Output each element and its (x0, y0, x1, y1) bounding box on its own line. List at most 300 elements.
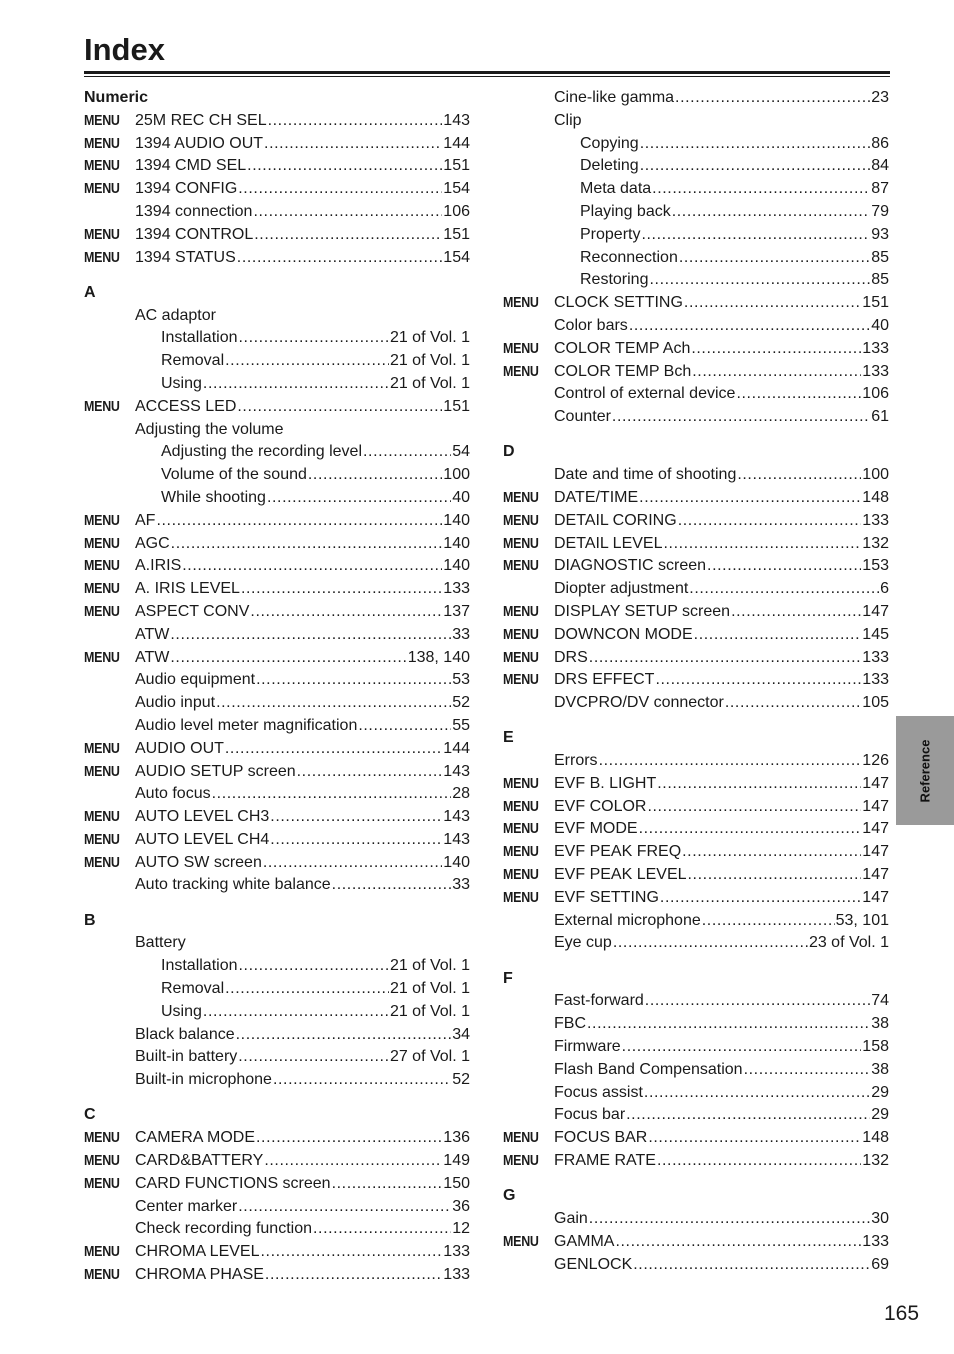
index-entry (503, 887, 889, 910)
entry-line (135, 1241, 470, 1264)
dot-leader (238, 1046, 389, 1069)
entry-line (135, 247, 470, 270)
entry-page-ref: 74 (871, 992, 889, 1010)
entry-line (135, 510, 470, 533)
index-entry (503, 1150, 889, 1173)
entry-line (554, 533, 889, 556)
dot-leader (203, 373, 389, 396)
menu-tag: MENU (84, 158, 120, 175)
menu-tag: MENU (503, 867, 539, 884)
menu-tag: MENU (84, 831, 120, 848)
index-entry (84, 350, 470, 373)
menu-tag: MENU (503, 626, 539, 643)
index-entry (503, 338, 889, 361)
dot-leader (679, 247, 870, 270)
side-tab-label: Reference (917, 739, 933, 802)
entry-line (580, 247, 889, 270)
dot-leader (265, 1264, 442, 1287)
index-entry (84, 1173, 470, 1196)
entry-line (135, 783, 470, 806)
dot-leader (640, 133, 871, 156)
dot-leader (182, 555, 442, 578)
entry-term: EVF B. LIGHT (554, 774, 657, 792)
entry-page-ref: 21 of Vol. 1 (389, 980, 470, 998)
entry-term: AC adaptor (135, 306, 216, 324)
entry-line (554, 1013, 889, 1036)
entry-term: 1394 AUDIO OUT (135, 134, 264, 152)
entry-line (135, 555, 470, 578)
index-entry (84, 178, 470, 201)
dot-leader (629, 315, 870, 338)
menu-tag: MENU (84, 1267, 120, 1284)
entry-line (135, 396, 470, 419)
entry-term: Removal (161, 980, 225, 998)
index-entry (84, 829, 470, 852)
index-entry (84, 1127, 470, 1150)
entry-page-ref: 133 (862, 671, 889, 689)
dot-leader (170, 624, 451, 647)
entry-term: DIAGNOSTIC screen (554, 557, 707, 575)
index-entry (503, 601, 889, 624)
entry-line (554, 555, 889, 578)
entry-term: Flash Band Compensation (554, 1060, 743, 1078)
entry-page-ref: 54 (452, 443, 470, 461)
entry-line (554, 624, 889, 647)
section-gap (84, 897, 470, 909)
index-entry (84, 932, 470, 955)
entry-page-ref: 23 (871, 89, 889, 106)
entry-line (554, 338, 889, 361)
entry-term: 1394 connection (135, 202, 253, 220)
entry-term: DVCPRO/DV connector (554, 694, 724, 712)
entry-term: A. IRIS LEVEL (135, 580, 240, 598)
entry-page-ref: 21 of Vol. 1 (389, 1002, 470, 1020)
index-entry (503, 647, 889, 670)
section-heading: D (503, 443, 515, 461)
dot-leader (260, 1241, 442, 1264)
title-rule-thick (84, 71, 890, 74)
entry-term: Adjusting the recording level (161, 443, 363, 461)
entry-term: Gain (554, 1210, 588, 1228)
entry-page-ref: 29 (871, 1083, 889, 1101)
entry-line (554, 1208, 889, 1231)
entry-term: Installation (161, 957, 238, 975)
dot-leader (267, 487, 451, 510)
section-heading: Numeric (84, 89, 149, 106)
dot-leader (308, 464, 442, 487)
menu-tag: MENU (84, 226, 120, 243)
entry-page-ref: 133 (862, 362, 889, 380)
index-entry (503, 932, 889, 955)
entry-page-ref: 143 (443, 111, 470, 129)
dot-leader (648, 1127, 861, 1150)
index-entry (84, 806, 470, 829)
entry-term: DETAIL LEVEL (554, 534, 663, 552)
entry-page-ref: 133 (862, 1232, 889, 1250)
entry-term: Auto focus (135, 785, 211, 803)
entry-line (161, 350, 470, 373)
section-heading: B (84, 911, 96, 929)
entry-page-ref: 140 (443, 511, 470, 529)
menu-tag: MENU (84, 112, 120, 129)
menu-tag: MENU (503, 821, 539, 838)
entry-page-ref: 21 of Vol. 1 (389, 329, 470, 347)
entry-page-ref: 27 of Vol. 1 (389, 1048, 470, 1066)
index-entry (84, 715, 470, 738)
entry-term: Color bars (554, 316, 628, 334)
index-entry (84, 396, 470, 419)
entry-line (554, 1150, 889, 1173)
entry-line (161, 978, 470, 1001)
index-entry (84, 852, 470, 875)
index-entry (503, 990, 889, 1013)
entry-page-ref: 29 (871, 1106, 889, 1124)
entry-term: FRAME RATE (554, 1152, 656, 1170)
entry-line (554, 692, 889, 715)
entry-line (161, 464, 470, 487)
menu-tag: MENU (503, 535, 539, 552)
dot-leader (702, 910, 835, 933)
menu-tag: MENU (84, 1130, 120, 1147)
entry-page-ref: 52 (452, 1071, 470, 1089)
entry-page-ref: 150 (443, 1174, 470, 1192)
entry-line (554, 773, 889, 796)
section-heading: G (503, 1187, 516, 1205)
index-entry (503, 201, 889, 224)
entry-term: Center marker (135, 1197, 238, 1215)
dot-leader (156, 510, 442, 533)
entry-term: DRS (554, 648, 588, 666)
entry-line (135, 692, 470, 715)
dot-leader (707, 555, 861, 578)
index-entry (84, 783, 470, 806)
entry-term: Auto tracking white balance (135, 876, 331, 894)
entry-term: Firmware (554, 1038, 621, 1056)
entry-term: 25M REC CH SEL (135, 111, 267, 129)
entry-term: Using (161, 1002, 202, 1020)
entry-line (554, 87, 889, 110)
entry-term: COLOR TEMP Bch (554, 362, 692, 380)
entry-line (135, 1218, 470, 1241)
entry-page-ref: 136 (443, 1129, 470, 1147)
index-entry (84, 510, 470, 533)
entry-term: ATW (135, 648, 170, 666)
index-entry (503, 133, 889, 156)
entry-page-ref: 106 (443, 202, 470, 220)
dot-leader (633, 1254, 870, 1277)
entry-line (554, 864, 889, 887)
dot-leader (599, 750, 862, 773)
entry-term: Date and time of shooting (554, 466, 737, 484)
entry-page-ref: 79 (871, 202, 889, 220)
dot-leader (263, 852, 442, 875)
entry-page-ref: 147 (862, 797, 889, 815)
index-column-left (84, 87, 470, 1287)
entry-page-ref: 133 (862, 511, 889, 529)
entry-page-ref: 106 (862, 385, 889, 403)
entry-term: CLOCK SETTING (554, 294, 683, 312)
dot-leader (225, 978, 389, 1001)
dot-leader (250, 601, 442, 624)
entry-page-ref: 147 (862, 888, 889, 906)
menu-tag: MENU (84, 535, 120, 552)
entry-line (135, 806, 470, 829)
dot-leader (675, 87, 870, 110)
entry-line (135, 1173, 470, 1196)
entry-term: Fast-forward (554, 992, 644, 1010)
entry-line (135, 178, 470, 201)
dot-leader (660, 887, 861, 910)
entry-page-ref: 38 (871, 1015, 889, 1033)
section-gap (84, 1092, 470, 1104)
entry-term: ATW (135, 625, 170, 643)
entry-term: Meta data (580, 180, 652, 198)
dot-leader (587, 1013, 870, 1036)
index-entry (84, 1241, 470, 1264)
entry-term: CHROMA PHASE (135, 1266, 264, 1284)
dot-leader (641, 224, 870, 247)
entry-page-ref: 6 (880, 580, 889, 598)
entry-term: 1394 CONFIG (135, 180, 238, 198)
dot-leader (170, 647, 406, 670)
dot-leader (678, 510, 862, 533)
dot-leader (692, 361, 861, 384)
entry-page-ref: 84 (871, 157, 889, 175)
entry-line (135, 1196, 470, 1219)
entry-term: Playing back (580, 202, 671, 220)
entry-term: Restoring (580, 271, 649, 289)
entry-line (580, 133, 889, 156)
index-entry (503, 1082, 889, 1105)
menu-tag: MENU (84, 512, 120, 529)
page-title: Index (84, 32, 165, 67)
menu-tag: MENU (84, 249, 120, 266)
entry-page-ref: 132 (862, 1152, 889, 1170)
entry-line (161, 487, 470, 510)
title-rule-thin (84, 76, 890, 77)
entry-page-ref: 28 (452, 785, 470, 803)
index-entry (84, 692, 470, 715)
dot-leader (725, 692, 861, 715)
entry-page-ref: 100 (443, 466, 470, 484)
dot-leader (640, 155, 871, 178)
entry-term: Built-in battery (135, 1048, 238, 1066)
entry-term: CAMERA MODE (135, 1129, 256, 1147)
menu-tag: MENU (503, 340, 539, 357)
entry-line (554, 647, 889, 670)
index-entry (503, 1059, 889, 1082)
index-entry (84, 578, 470, 601)
index-entry (84, 1264, 470, 1287)
entry-term: Black balance (135, 1025, 235, 1043)
menu-tag: MENU (84, 135, 120, 152)
entry-term: EVF COLOR (554, 797, 647, 815)
entry-line (161, 373, 470, 396)
index-entry (84, 1196, 470, 1219)
dot-leader (273, 1069, 451, 1092)
entry-term: While shooting (161, 488, 266, 506)
entry-term: Clip (554, 111, 582, 129)
entry-page-ref: 154 (443, 248, 470, 266)
entry-page-ref: 21 of Vol. 1 (389, 352, 470, 370)
entry-page-ref: 158 (862, 1038, 889, 1056)
entry-page-ref: 147 (862, 843, 889, 861)
menu-tag: MENU (84, 1175, 120, 1192)
entry-page-ref: 143 (443, 808, 470, 826)
index-entry (503, 692, 889, 715)
section-heading: E (503, 729, 514, 747)
entry-term: AGC (135, 534, 170, 552)
entry-term: Check recording function (135, 1220, 312, 1238)
index-entry (503, 624, 889, 647)
index-entry (84, 1046, 470, 1069)
dot-leader (689, 578, 879, 601)
entry-term: Focus bar (554, 1106, 626, 1124)
index-entry (84, 1001, 470, 1024)
section-gap (503, 715, 889, 727)
index-entry (84, 133, 470, 156)
entry-page-ref: 148 (862, 488, 889, 506)
index-entry (84, 601, 470, 624)
entry-page-ref: 133 (443, 1243, 470, 1261)
entry-line (554, 1059, 889, 1082)
dot-leader (652, 178, 870, 201)
entry-term: Installation (161, 329, 238, 347)
entry-line (554, 383, 889, 406)
dot-leader (332, 874, 452, 897)
entry-page-ref: 144 (443, 739, 470, 757)
entry-page-ref: 61 (871, 408, 889, 426)
dot-leader (672, 201, 870, 224)
dot-leader (657, 1150, 861, 1173)
entry-term: Audio level meter magnification (135, 716, 358, 734)
index-entry (84, 201, 470, 224)
entry-term: AUTO LEVEL CH4 (135, 830, 270, 848)
entry-term: CARD&BATTERY (135, 1152, 264, 1170)
entry-page-ref: 138, 140 (407, 648, 470, 666)
menu-tag: MENU (84, 558, 120, 575)
entry-page-ref: 105 (862, 694, 889, 712)
entry-line (554, 932, 889, 955)
page-number: 165 (884, 1302, 920, 1325)
index-entry (503, 361, 889, 384)
dot-leader (589, 647, 862, 670)
section-heading: F (503, 969, 513, 987)
entry-term: AUTO SW screen (135, 853, 262, 871)
index-entry (84, 110, 470, 133)
entry-term: ACCESS LED (135, 397, 237, 415)
dot-leader (639, 487, 861, 510)
entry-line (135, 669, 470, 692)
entry-page-ref: 23 of Vol. 1 (808, 934, 889, 952)
entry-page-ref: 33 (452, 876, 470, 894)
entry-page-ref: 148 (862, 1129, 889, 1147)
index-entry (84, 1150, 470, 1173)
entry-line (161, 1001, 470, 1024)
entry-page-ref: 53 (452, 671, 470, 689)
entry-term: EVF MODE (554, 820, 638, 838)
dot-leader (264, 1150, 442, 1173)
section-gap (503, 1173, 889, 1185)
entry-term: CARD FUNCTIONS screen (135, 1174, 331, 1192)
entry-page-ref: 85 (871, 271, 889, 289)
entry-page-ref: 21 of Vol. 1 (389, 957, 470, 975)
entry-page-ref: 147 (862, 820, 889, 838)
dot-leader (655, 669, 861, 692)
menu-tag: MENU (84, 1153, 120, 1170)
entry-page-ref: 147 (862, 774, 889, 792)
dot-leader (682, 841, 861, 864)
entry-line (554, 818, 889, 841)
dot-leader (241, 578, 442, 601)
entry-term: Focus assist (554, 1083, 643, 1101)
entry-page-ref: 147 (862, 866, 889, 884)
menu-tag: MENU (503, 649, 539, 666)
entry-page-ref: 145 (862, 625, 889, 643)
entry-page-ref: 33 (452, 625, 470, 643)
index-entry (503, 555, 889, 578)
index-entry (503, 110, 889, 133)
entry-page-ref: 133 (862, 648, 889, 666)
entry-page-ref: 69 (871, 1255, 889, 1273)
entry-page-ref: 140 (443, 557, 470, 575)
index-entry (84, 373, 470, 396)
entry-term: Property (580, 225, 641, 243)
entry-line (554, 841, 889, 864)
entry-page-ref: 52 (452, 694, 470, 712)
index-entry (503, 796, 889, 819)
dot-leader (694, 624, 862, 647)
index-entry (503, 1104, 889, 1127)
entry-page-ref: 100 (862, 466, 889, 484)
entry-line (135, 647, 470, 670)
dot-leader (268, 110, 443, 133)
entry-page-ref: 86 (871, 134, 889, 152)
entry-page-ref: 93 (871, 225, 889, 243)
entry-page-ref: 140 (443, 534, 470, 552)
entry-term: Errors (554, 752, 598, 770)
dot-leader (736, 383, 861, 406)
index-entry (503, 1127, 889, 1150)
entry-page-ref: 53, 101 (835, 911, 889, 929)
entry-line (580, 178, 889, 201)
dot-leader (691, 338, 861, 361)
entry-term: EVF PEAK LEVEL (554, 866, 687, 884)
entry-line (554, 601, 889, 624)
entry-line (580, 269, 889, 292)
entry-term: Removal (161, 352, 225, 370)
entry-line (135, 1264, 470, 1287)
entry-page-ref: 149 (443, 1152, 470, 1170)
menu-tag: MENU (503, 489, 539, 506)
section-gap (503, 429, 889, 441)
index-entry (503, 464, 889, 487)
entry-page-ref: 151 (862, 294, 889, 312)
entry-line (135, 1127, 470, 1150)
menu-tag: MENU (84, 181, 120, 198)
menu-tag: MENU (503, 775, 539, 792)
dot-leader (737, 464, 861, 487)
entry-line (135, 224, 470, 247)
entry-line (554, 887, 889, 910)
entry-line (580, 224, 889, 247)
index-entry (503, 178, 889, 201)
dot-leader (645, 990, 870, 1013)
dot-leader (297, 761, 443, 784)
entry-line (135, 715, 470, 738)
index-entry (503, 841, 889, 864)
index-entry (84, 224, 470, 247)
